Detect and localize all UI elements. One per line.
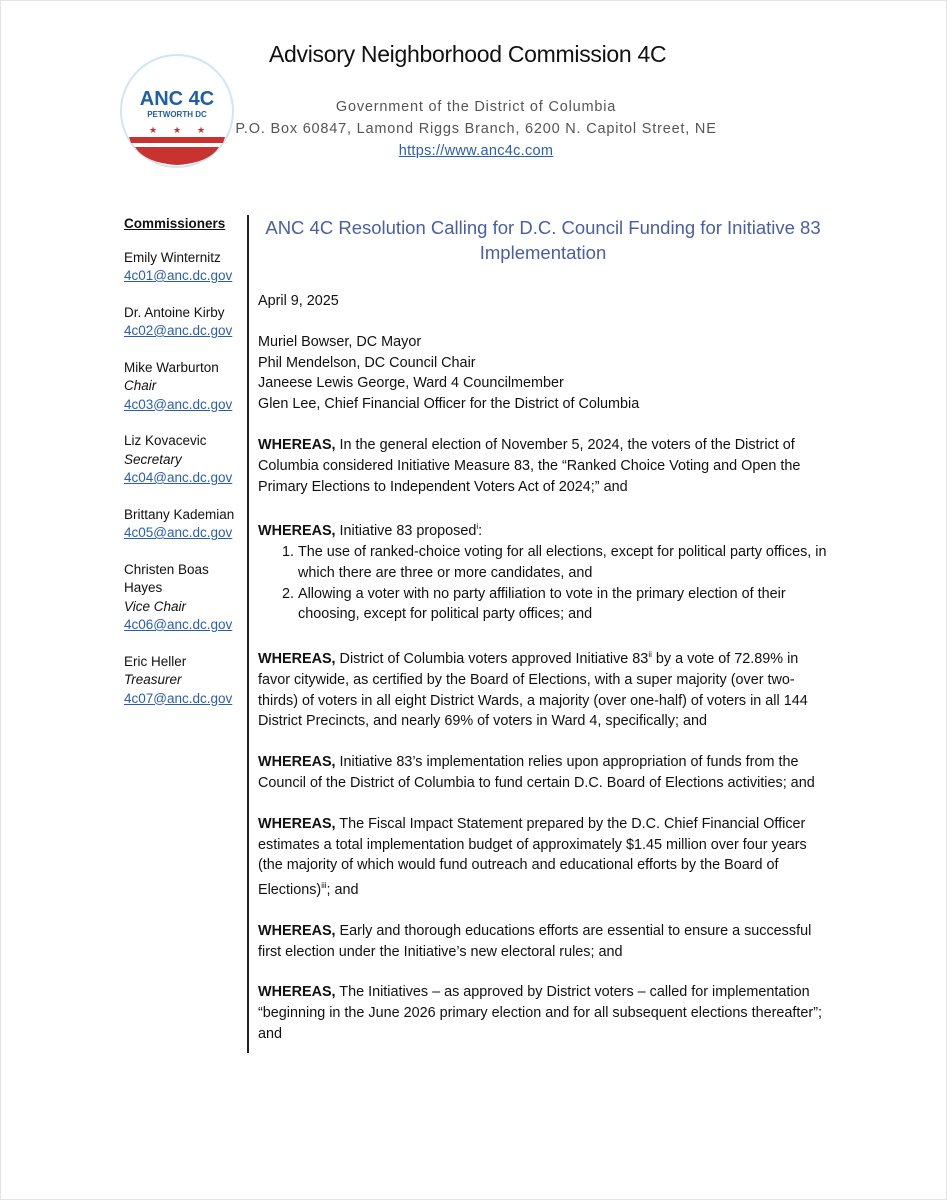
email-link[interactable]: 4c01@anc.dc.gov bbox=[124, 268, 233, 283]
svg-text:ANC 4C: ANC 4C bbox=[139, 88, 215, 110]
list-item: 2. Allowing a voter with no party affiliation to vote in the primary election of their choosing, except for political party offices; and bbox=[298, 584, 828, 626]
svg-text:★: ★ bbox=[197, 125, 206, 135]
svg-text:★: ★ bbox=[173, 125, 182, 135]
whereas-clause: WHEREAS, Initiative 83 proposed$^i$: bbox=[258, 522, 483, 540]
commissioner: Dr. Antoine Kirby 4c02@anc.dc.gov bbox=[124, 304, 244, 341]
list-item: 1. The use of ranked-choice voting for all elections, except for political party offices, in which there are three or more candidates, and bbox=[298, 542, 828, 584]
commissioners-heading: Commissioners bbox=[124, 216, 226, 231]
email-link[interactable]: 4c03@anc.dc.gov bbox=[124, 396, 233, 412]
email-link[interactable]: 4c07@anc.dc.gov bbox=[124, 690, 233, 706]
resolution-body bbox=[258, 215, 828, 1065]
commissioner: Emily Winternitz 4c01@anc.dc.gov bbox=[124, 249, 244, 286]
address: P.O. Box 60847, Lamond Riggs Branch, 6200 N. Capitol Street, NE bbox=[235, 121, 717, 137]
email-link[interactable]: 4c05@anc.dc.gov bbox=[124, 525, 233, 540]
email-link[interactable]: 4c04@anc.dc.gov bbox=[124, 470, 233, 485]
svg-text:PETWORTH DC: PETWORTH DC bbox=[147, 110, 207, 119]
org-title: Advisory Neighborhood Commission 4C bbox=[269, 41, 667, 67]
email-link[interactable]: 4c06@anc.dc.gov bbox=[124, 617, 233, 632]
date: April 9, 2025 bbox=[258, 293, 339, 309]
commissioner: Christen Boas Hayes Vice Chair 4c06@anc.dc.gov bbox=[124, 561, 244, 635]
whereas-clause: WHEREAS, The Initiatives – as approved by District voters – called for implementation “beginning in the June 2026 primary election and for all subsequent elections thereafter”; and bbox=[258, 984, 822, 1042]
resolution-title: ANC 4C Resolution Calling for D.C. Council Funding for Initiative 83 Implementation bbox=[265, 217, 821, 263]
whereas-clause: WHEREAS, The Fiscal Impact Statement prepared by the D.C. Chief Financial Officer estimates a total implementation budget of approximately $1.45 million over four years (the majority of which would fund outreach and educational efforts by the Board of Elections)$^{iii}$; and bbox=[258, 815, 807, 898]
whereas-clause: WHEREAS, In the general election of November 5, 2024, the voters of the District of Columbia considered Initiative Measure 83, the “Ranked Choice Voting and Open the Primary Elections to Independent Voters Act of 2024;” and bbox=[258, 436, 801, 495]
email-link[interactable]: 4c02@anc.dc.gov bbox=[124, 323, 233, 338]
whereas-clause: WHEREAS, District of Columbia voters approved Initiative 83$^{ii}$ by a vote of 72.89% in favor citywide, as certified by the Board of Elections, with a super majority (over two-thirds) of voters in all eight District Wards, a majority (over one-half) of voters in all 144 District Precincts, and nearly 69% of voters in Ward 4, specifically; and bbox=[258, 650, 808, 730]
divider bbox=[247, 215, 249, 1053]
gov-line: Government of the District of Columbia bbox=[335, 99, 617, 115]
proposal-list bbox=[258, 542, 828, 625]
svg-text:★: ★ bbox=[149, 125, 158, 135]
commissioner: Brittany Kademian 4c05@anc.dc.gov bbox=[124, 506, 244, 543]
commissioner: Mike Warburton Chair 4c03@anc.dc.gov bbox=[124, 359, 244, 415]
commissioner: Liz Kovacevic Secretary 4c04@anc.dc.gov bbox=[124, 432, 244, 488]
whereas-clause: WHEREAS, Initiative 83’s implementation relies upon appropriation of funds from the Council of the District of Columbia to fund certain D.C. Board of Elections activities; and bbox=[258, 754, 815, 791]
website-link[interactable]: https://www.anc4c.com bbox=[398, 143, 554, 159]
recipients: Muriel Bowser, DC Mayor Phil Mendelson, DC Council Chair Janeese Lewis George, Ward 4 Councilmember Glen Lee, Chief Financial Officer for the District of Columbia bbox=[258, 333, 640, 413]
whereas-clause: WHEREAS, Early and thorough educations efforts are essential to ensure a successful first election under the Initiative’s new electoral rules; and bbox=[258, 922, 812, 960]
commissioner: Eric Heller Treasurer 4c07@anc.dc.gov bbox=[124, 653, 244, 709]
commissioners-sidebar bbox=[124, 215, 244, 726]
